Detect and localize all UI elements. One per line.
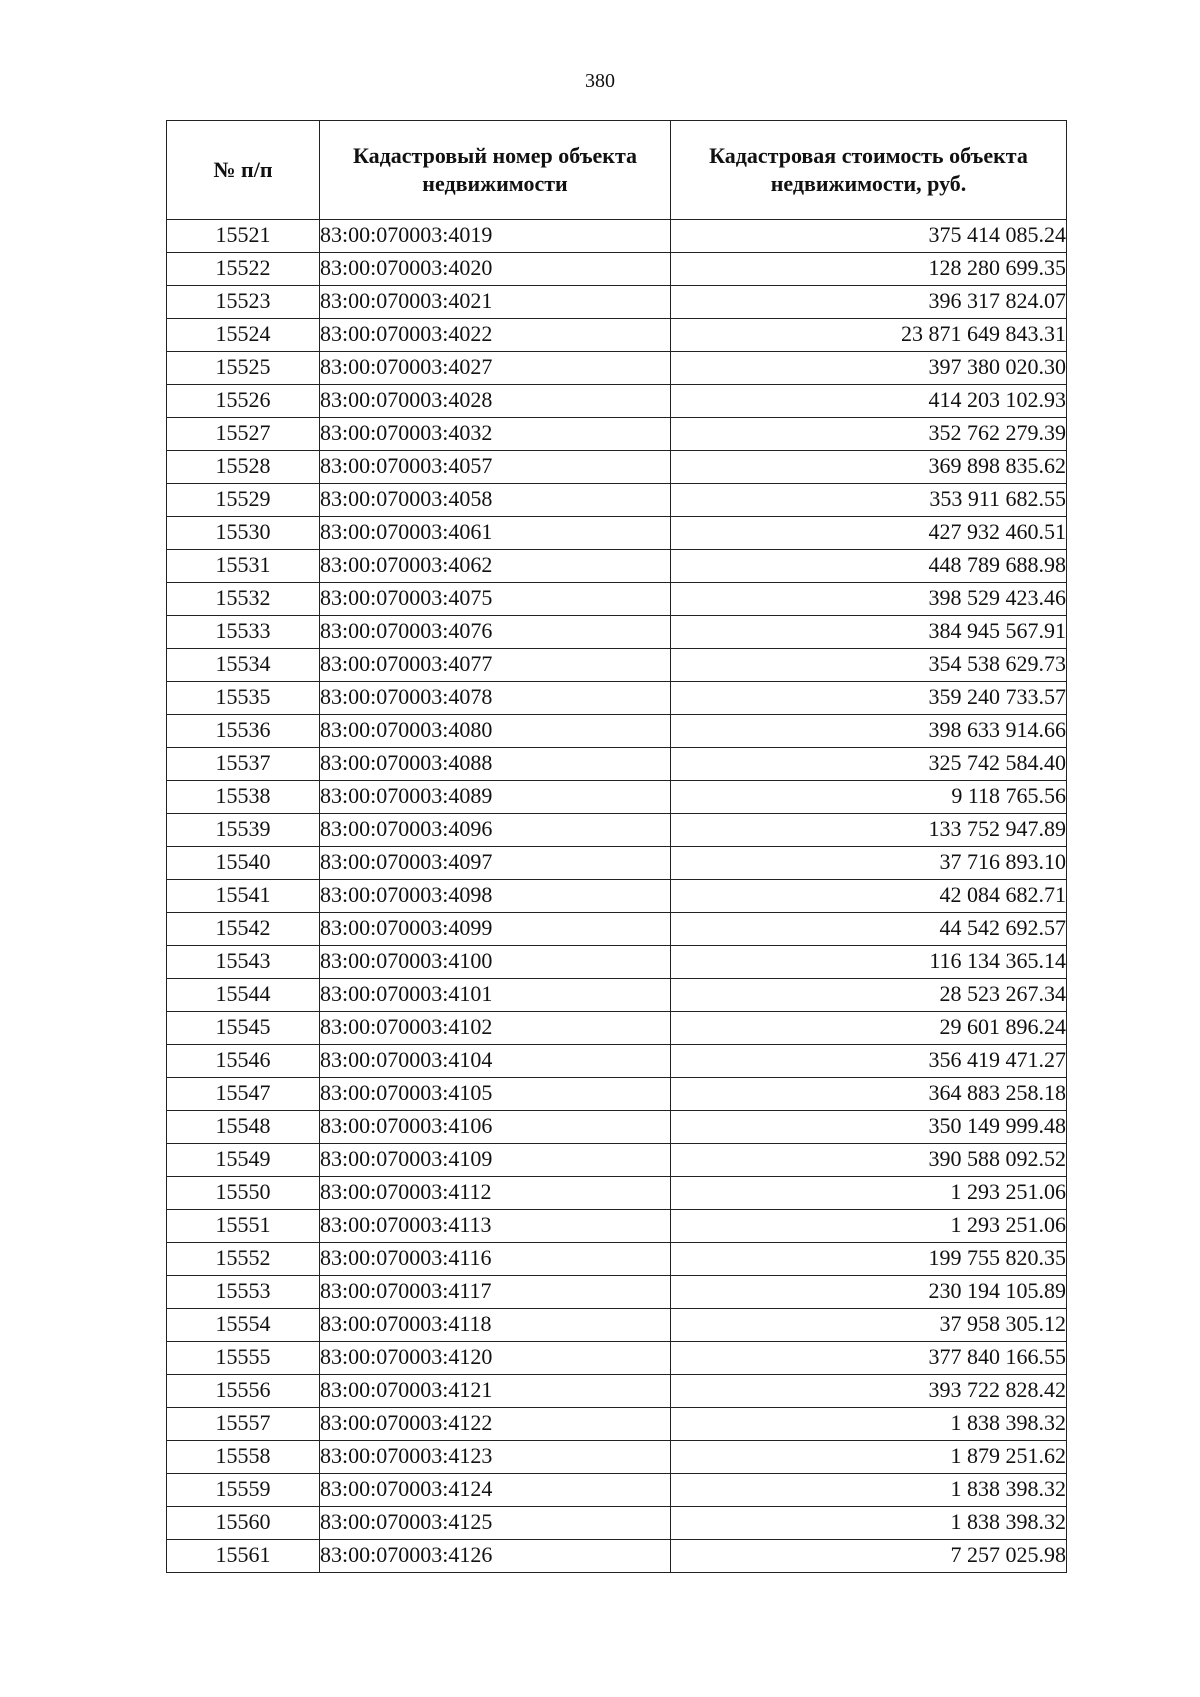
cadastral-value-cell: 325 742 584.40 (671, 748, 1067, 781)
cadastral-number-cell: 83:00:070003:4078 (320, 682, 671, 715)
cadastral-number-cell: 83:00:070003:4117 (320, 1276, 671, 1309)
cadastral-number-cell: 83:00:070003:4100 (320, 946, 671, 979)
table-row (167, 814, 1067, 847)
table-row (167, 1243, 1067, 1276)
table-row (167, 1276, 1067, 1309)
row-number-cell: 15550 (167, 1177, 320, 1210)
page-number: 380 (585, 70, 615, 92)
header-row (167, 121, 1067, 220)
cadastral-number-cell: 83:00:070003:4099 (320, 913, 671, 946)
cadastral-number-cell: 83:00:070003:4113 (320, 1210, 671, 1243)
row-number-cell: 15524 (167, 319, 320, 352)
cadastral-value-cell: 29 601 896.24 (671, 1012, 1067, 1045)
cadastral-number-cell: 83:00:070003:4101 (320, 979, 671, 1012)
cadastral-value-cell: 350 149 999.48 (671, 1111, 1067, 1144)
table-row (167, 319, 1067, 352)
row-number-cell: 15541 (167, 880, 320, 913)
cadastral-value-cell: 7 257 025.98 (671, 1540, 1067, 1573)
table-body (167, 220, 1067, 1573)
table-row (167, 616, 1067, 649)
cadastral-value-cell: 390 588 092.52 (671, 1144, 1067, 1177)
row-number-cell: 15531 (167, 550, 320, 583)
cadastral-value-cell: 128 280 699.35 (671, 253, 1067, 286)
row-number-cell: 15546 (167, 1045, 320, 1078)
table-row (167, 1177, 1067, 1210)
cadastral-value-cell: 352 762 279.39 (671, 418, 1067, 451)
cadastral-number-cell: 83:00:070003:4019 (320, 220, 671, 253)
table-header (167, 121, 1067, 220)
table-row (167, 220, 1067, 253)
cadastral-value-cell: 359 240 733.57 (671, 682, 1067, 715)
cadastral-number-cell: 83:00:070003:4062 (320, 550, 671, 583)
cadastral-value-cell: 1 838 398.32 (671, 1507, 1067, 1540)
column-header-cadastral-value: Кадастровая стоимость объекта недвижимости, руб. (671, 121, 1067, 220)
cadastral-number-cell: 83:00:070003:4123 (320, 1441, 671, 1474)
row-number-cell: 15561 (167, 1540, 320, 1573)
cadastral-value-cell: 42 084 682.71 (671, 880, 1067, 913)
table-row (167, 385, 1067, 418)
table-row (167, 286, 1067, 319)
cadastral-value-cell: 353 911 682.55 (671, 484, 1067, 517)
table-row (167, 880, 1067, 913)
cadastral-number-cell: 83:00:070003:4124 (320, 1474, 671, 1507)
table-row (167, 550, 1067, 583)
cadastral-value-table (166, 120, 1067, 1573)
row-number-cell: 15543 (167, 946, 320, 979)
table-row (167, 1210, 1067, 1243)
cadastral-number-cell: 83:00:070003:4080 (320, 715, 671, 748)
table-row (167, 1078, 1067, 1111)
table-row (167, 1507, 1067, 1540)
row-number-cell: 15544 (167, 979, 320, 1012)
table-row (167, 451, 1067, 484)
cadastral-value-cell: 1 879 251.62 (671, 1441, 1067, 1474)
cadastral-number-cell: 83:00:070003:4058 (320, 484, 671, 517)
cadastral-number-cell: 83:00:070003:4096 (320, 814, 671, 847)
cadastral-number-cell: 83:00:070003:4125 (320, 1507, 671, 1540)
cadastral-number-cell: 83:00:070003:4028 (320, 385, 671, 418)
cadastral-value-cell: 356 419 471.27 (671, 1045, 1067, 1078)
cadastral-value-cell: 37 958 305.12 (671, 1309, 1067, 1342)
row-number-cell: 15538 (167, 781, 320, 814)
cadastral-number-cell: 83:00:070003:4105 (320, 1078, 671, 1111)
cadastral-value-cell: 369 898 835.62 (671, 451, 1067, 484)
row-number-cell: 15536 (167, 715, 320, 748)
row-number-cell: 15529 (167, 484, 320, 517)
cadastral-value-cell: 364 883 258.18 (671, 1078, 1067, 1111)
table-row (167, 1540, 1067, 1573)
table-row (167, 253, 1067, 286)
row-number-cell: 15521 (167, 220, 320, 253)
row-number-cell: 15523 (167, 286, 320, 319)
table-row (167, 1408, 1067, 1441)
row-number-cell: 15549 (167, 1144, 320, 1177)
row-number-cell: 15552 (167, 1243, 320, 1276)
row-number-cell: 15553 (167, 1276, 320, 1309)
column-header-number: № п/п (167, 121, 320, 220)
cadastral-number-cell: 83:00:070003:4126 (320, 1540, 671, 1573)
row-number-cell: 15556 (167, 1375, 320, 1408)
row-number-cell: 15557 (167, 1408, 320, 1441)
row-number-cell: 15535 (167, 682, 320, 715)
cadastral-value-cell: 377 840 166.55 (671, 1342, 1067, 1375)
table-row (167, 1474, 1067, 1507)
table-row (167, 418, 1067, 451)
row-number-cell: 15548 (167, 1111, 320, 1144)
cadastral-number-cell: 83:00:070003:4088 (320, 748, 671, 781)
cadastral-value-cell: 398 633 914.66 (671, 715, 1067, 748)
cadastral-value-cell: 375 414 085.24 (671, 220, 1067, 253)
cadastral-number-cell: 83:00:070003:4075 (320, 583, 671, 616)
cadastral-value-cell: 1 838 398.32 (671, 1408, 1067, 1441)
row-number-cell: 15558 (167, 1441, 320, 1474)
table-row (167, 946, 1067, 979)
cadastral-value-cell: 354 538 629.73 (671, 649, 1067, 682)
table-row (167, 715, 1067, 748)
cadastral-value-cell: 1 293 251.06 (671, 1210, 1067, 1243)
table-row (167, 748, 1067, 781)
cadastral-number-cell: 83:00:070003:4076 (320, 616, 671, 649)
column-header-cadastral-number: Кадастровый номер объекта недвижимости (320, 121, 671, 220)
cadastral-number-cell: 83:00:070003:4120 (320, 1342, 671, 1375)
table-row (167, 484, 1067, 517)
row-number-cell: 15559 (167, 1474, 320, 1507)
row-number-cell: 15555 (167, 1342, 320, 1375)
row-number-cell: 15522 (167, 253, 320, 286)
cadastral-value-cell: 397 380 020.30 (671, 352, 1067, 385)
row-number-cell: 15537 (167, 748, 320, 781)
row-number-cell: 15532 (167, 583, 320, 616)
cadastral-value-cell: 230 194 105.89 (671, 1276, 1067, 1309)
row-number-cell: 15554 (167, 1309, 320, 1342)
row-number-cell: 15547 (167, 1078, 320, 1111)
row-number-cell: 15540 (167, 847, 320, 880)
table-row (167, 847, 1067, 880)
cadastral-value-cell: 427 932 460.51 (671, 517, 1067, 550)
cadastral-value-cell: 393 722 828.42 (671, 1375, 1067, 1408)
cadastral-value-cell: 116 134 365.14 (671, 946, 1067, 979)
row-number-cell: 15527 (167, 418, 320, 451)
table-row (167, 1441, 1067, 1474)
row-number-cell: 15533 (167, 616, 320, 649)
cadastral-value-cell: 199 755 820.35 (671, 1243, 1067, 1276)
cadastral-value-cell: 1 293 251.06 (671, 1177, 1067, 1210)
row-number-cell: 15560 (167, 1507, 320, 1540)
table-row (167, 979, 1067, 1012)
cadastral-value-cell: 398 529 423.46 (671, 583, 1067, 616)
cadastral-number-cell: 83:00:070003:4089 (320, 781, 671, 814)
cadastral-number-cell: 83:00:070003:4061 (320, 517, 671, 550)
table-row (167, 583, 1067, 616)
cadastral-number-cell: 83:00:070003:4104 (320, 1045, 671, 1078)
row-number-cell: 15534 (167, 649, 320, 682)
table-row (167, 781, 1067, 814)
cadastral-number-cell: 83:00:070003:4112 (320, 1177, 671, 1210)
table-row (167, 1045, 1067, 1078)
cadastral-value-cell: 1 838 398.32 (671, 1474, 1067, 1507)
cadastral-number-cell: 83:00:070003:4020 (320, 253, 671, 286)
cadastral-number-cell: 83:00:070003:4118 (320, 1309, 671, 1342)
table-row (167, 517, 1067, 550)
table-row (167, 682, 1067, 715)
cadastral-number-cell: 83:00:070003:4021 (320, 286, 671, 319)
cadastral-value-cell: 9 118 765.56 (671, 781, 1067, 814)
cadastral-number-cell: 83:00:070003:4106 (320, 1111, 671, 1144)
row-number-cell: 15526 (167, 385, 320, 418)
row-number-cell: 15528 (167, 451, 320, 484)
table-row (167, 352, 1067, 385)
cadastral-number-cell: 83:00:070003:4027 (320, 352, 671, 385)
row-number-cell: 15530 (167, 517, 320, 550)
cadastral-number-cell: 83:00:070003:4109 (320, 1144, 671, 1177)
cadastral-value-cell: 133 752 947.89 (671, 814, 1067, 847)
table-row (167, 649, 1067, 682)
table-row (167, 1111, 1067, 1144)
cadastral-number-cell: 83:00:070003:4121 (320, 1375, 671, 1408)
table-row (167, 1342, 1067, 1375)
cadastral-value-cell: 23 871 649 843.31 (671, 319, 1067, 352)
row-number-cell: 15545 (167, 1012, 320, 1045)
cadastral-value-cell: 396 317 824.07 (671, 286, 1067, 319)
cadastral-number-cell: 83:00:070003:4057 (320, 451, 671, 484)
cadastral-value-cell: 37 716 893.10 (671, 847, 1067, 880)
cadastral-value-cell: 448 789 688.98 (671, 550, 1067, 583)
cadastral-number-cell: 83:00:070003:4077 (320, 649, 671, 682)
cadastral-number-cell: 83:00:070003:4102 (320, 1012, 671, 1045)
cadastral-number-cell: 83:00:070003:4122 (320, 1408, 671, 1441)
cadastral-number-cell: 83:00:070003:4116 (320, 1243, 671, 1276)
table-row (167, 1375, 1067, 1408)
table-row (167, 1012, 1067, 1045)
cadastral-value-cell: 28 523 267.34 (671, 979, 1067, 1012)
cadastral-number-cell: 83:00:070003:4032 (320, 418, 671, 451)
cadastral-value-cell: 414 203 102.93 (671, 385, 1067, 418)
row-number-cell: 15551 (167, 1210, 320, 1243)
row-number-cell: 15525 (167, 352, 320, 385)
cadastral-number-cell: 83:00:070003:4022 (320, 319, 671, 352)
cadastral-number-cell: 83:00:070003:4098 (320, 880, 671, 913)
table-row (167, 1144, 1067, 1177)
cadastral-value-cell: 44 542 692.57 (671, 913, 1067, 946)
cadastral-value-cell: 384 945 567.91 (671, 616, 1067, 649)
row-number-cell: 15539 (167, 814, 320, 847)
row-number-cell: 15542 (167, 913, 320, 946)
table-row (167, 913, 1067, 946)
table-row (167, 1309, 1067, 1342)
cadastral-number-cell: 83:00:070003:4097 (320, 847, 671, 880)
